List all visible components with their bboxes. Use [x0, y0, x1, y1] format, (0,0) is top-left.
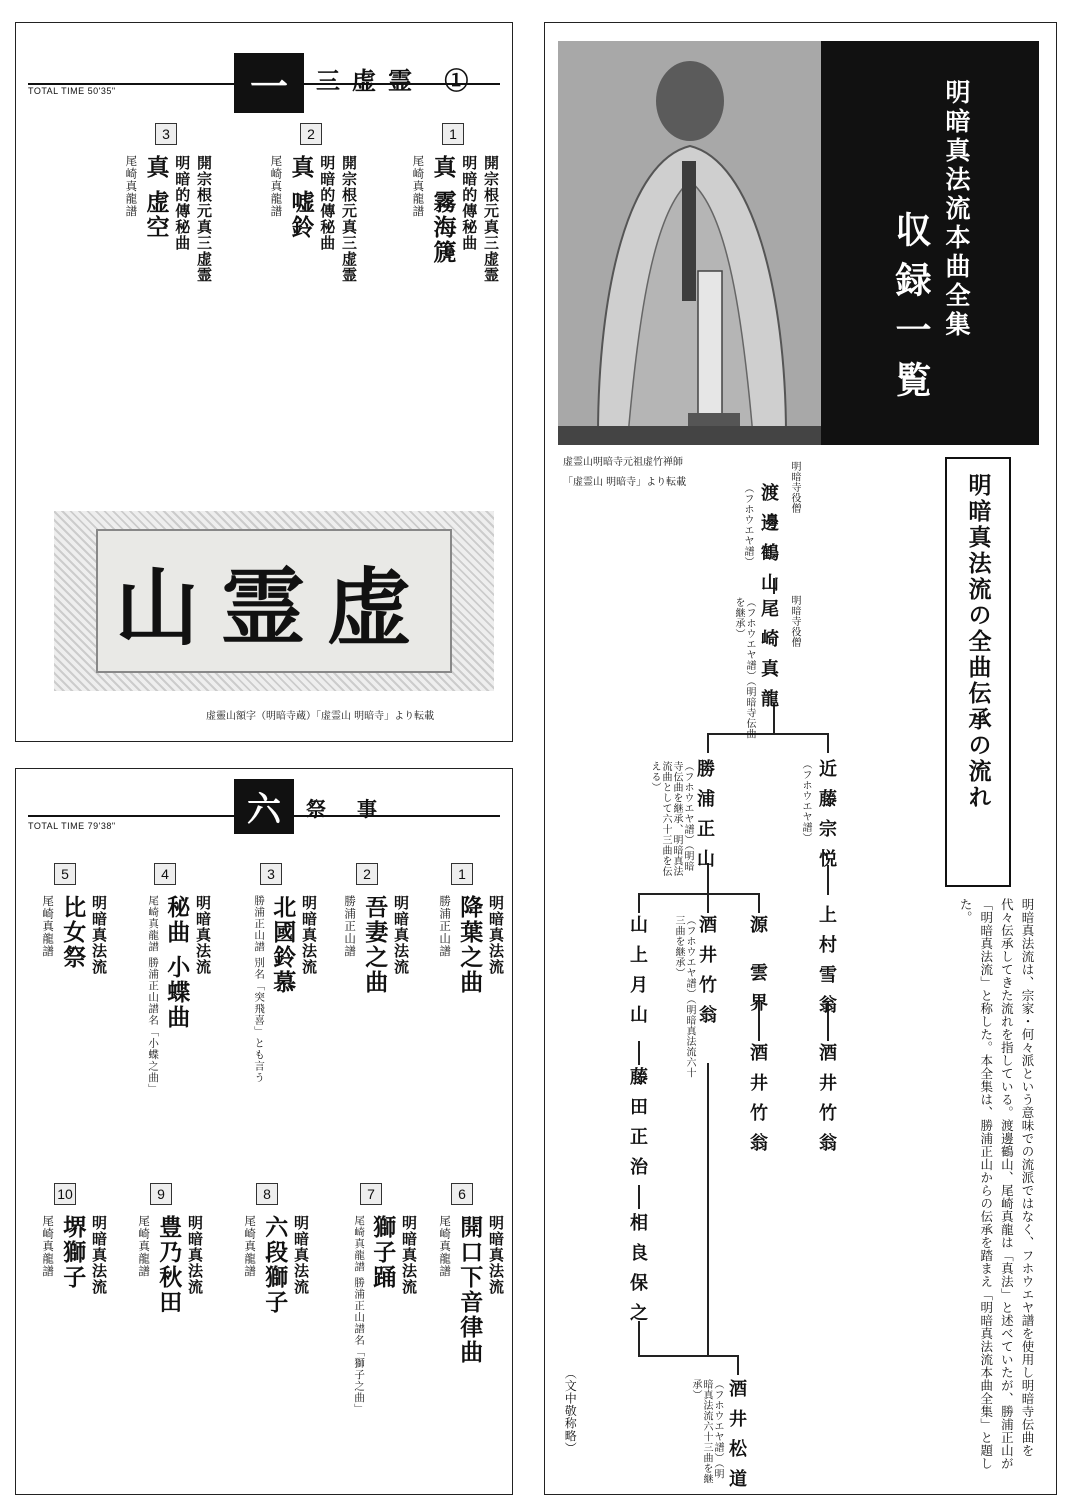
track-notation: 尾崎真龍譜 勝浦正山譜名「小蝶之曲」 [147, 895, 160, 1095]
track-item [326, 1183, 416, 1483]
lineage-line [638, 893, 640, 913]
track-title: 六段獅子 [261, 1215, 289, 1315]
track-number: 2 [356, 863, 378, 885]
track-line-1: 明暗真法流 [90, 1215, 108, 1295]
track-item [266, 123, 356, 373]
section-1-total-time: TOTAL TIME 50'35" [28, 86, 116, 96]
track-line-1: 明暗真法流 [186, 1215, 204, 1295]
track-item [120, 863, 210, 1153]
person-ozaki-note: （フホウエヤ譜）（明暗寺伝曲を継承） [733, 597, 755, 739]
photo-caption-1: 虚霊山明暗寺元祖虚竹禅師 [563, 457, 683, 468]
track-item [226, 1183, 308, 1483]
person-katsuura-note: （フホウエヤ譜）（明暗寺伝曲を継承、明暗真法流曲として六十三曲を伝える） [649, 761, 693, 877]
track-title: 真 霧海篪 [429, 155, 457, 266]
track-line-2: 明暗的傳秘曲 [173, 155, 192, 251]
section-6-number: 六 [234, 779, 294, 834]
track-notation: 勝浦正山譜 [343, 895, 358, 958]
track-number: 3 [260, 863, 282, 885]
track-title: 北國鈴慕 [269, 895, 297, 995]
track-title: 開口下音律曲 [456, 1215, 484, 1365]
lineage-line [638, 893, 758, 895]
track-line-2: 明暗的傳秘曲 [318, 155, 337, 251]
person-sakai-mid: 酒井竹翁 [747, 1043, 768, 1163]
person-watanabe: 渡邊鶴山 [758, 483, 779, 603]
track-item [24, 863, 106, 1153]
track-notation: 勝浦正山譜 別名「突飛喜」とも言う [253, 895, 266, 1084]
track-notation: 尾崎真龍譜 [124, 155, 139, 218]
track-item [226, 863, 316, 1153]
track-item [326, 863, 408, 1153]
track-notation: 尾崎真龍譜 [269, 155, 284, 218]
lineage-line [638, 1041, 640, 1065]
person-sakai-shodo: 酒井松道 [726, 1379, 747, 1499]
person-sagara: 相良保之 [627, 1213, 648, 1333]
person-uemura: 上村雪翁 [816, 905, 837, 1025]
section-6-title: 祭 事 [306, 797, 389, 821]
track-number: 2 [300, 123, 322, 145]
track-title: 堺獅子 [59, 1215, 87, 1290]
track-line-1: 明暗真法流 [487, 895, 505, 975]
track-number: 10 [54, 1183, 76, 1205]
track-line-1: 明暗真法流 [292, 1215, 310, 1295]
track-number: 8 [256, 1183, 278, 1205]
track-item [121, 123, 211, 373]
lineage-line [707, 733, 827, 735]
track-item [421, 863, 503, 1153]
track-number: 4 [154, 863, 176, 885]
section-6-total-time: TOTAL TIME 79'38" [28, 821, 116, 831]
track-title: 吾妻之曲 [361, 895, 389, 995]
track-title: 真 虚空 [142, 155, 170, 241]
footnote: （文中敬称略） [563, 1367, 578, 1455]
person-ozaki-role: 明暗寺役僧 [789, 595, 800, 648]
track-notation: 尾崎真龍譜 [411, 155, 426, 218]
track-number: 7 [360, 1183, 382, 1205]
lineage-line [638, 1355, 738, 1357]
section-1-number: 一 [234, 53, 304, 113]
lineage-line [758, 893, 760, 913]
person-watanabe-note: （フホウエヤ譜） [742, 483, 753, 567]
track-line-1: 開宗根元真三虚霊 [340, 155, 358, 283]
calligraphy-caption: 虚靈山額字（明暗寺蔵）「虚霊山 明暗寺」より転載 [206, 711, 435, 722]
statue-photo [558, 41, 821, 445]
section-6-panel [15, 768, 513, 1495]
track-line-1: 明暗真法流 [300, 895, 318, 975]
track-item [120, 1183, 202, 1483]
track-line-1: 明暗真法流 [487, 1215, 505, 1295]
person-sakai-right: 酒井竹翁 [816, 1043, 837, 1163]
track-notation: 尾崎真龍譜 [137, 1215, 152, 1278]
flow-title: 明暗真法流の全曲伝承の流れ [964, 473, 992, 811]
series-title: 明暗真法流本曲全集 [942, 79, 971, 340]
lineage-line [827, 733, 829, 753]
track-item [24, 1183, 106, 1483]
track-notation: 尾崎真龍譜 [41, 1215, 56, 1278]
flow-title-box [945, 457, 1011, 887]
statue-silhouette-image [558, 41, 821, 445]
photo-caption-2: 「虚霊山 明暗寺」より転載 [563, 477, 687, 488]
calligraphy-plaque-image [54, 511, 494, 691]
series-title-panel [821, 41, 1039, 445]
person-kondo: 近藤宗悦 [816, 759, 837, 879]
plaque-calligraphy: 虚霊山 [114, 557, 433, 657]
track-number: 5 [54, 863, 76, 885]
right-panel [544, 22, 1057, 1499]
track-title: 真 嘘鈴 [287, 155, 315, 241]
track-number: 3 [155, 123, 177, 145]
person-sakai-1-note: （フホウエヤ譜）（明暗真法流六十三曲を継承） [673, 915, 695, 1078]
track-line-1: 明暗真法流 [392, 895, 410, 975]
lineage-line [737, 1355, 739, 1375]
track-number: 9 [150, 1183, 172, 1205]
track-item [408, 123, 498, 373]
lineage-line [707, 893, 709, 913]
person-gen: 源 雲界 [747, 915, 768, 1024]
person-kondo-note: （フホウエヤ譜） [800, 759, 811, 843]
track-line-1: 明暗真法流 [400, 1215, 418, 1295]
track-item [421, 1183, 503, 1483]
track-title: 比女祭 [59, 895, 87, 970]
list-title: 収録一覧 [890, 211, 932, 411]
section-1-title: 三虚霊 ① [316, 66, 481, 95]
track-line-2: 明暗的傳秘曲 [460, 155, 479, 251]
track-number: 6 [451, 1183, 473, 1205]
track-notation: 尾崎真龍譜 [243, 1215, 258, 1278]
track-title: 降葉之曲 [456, 895, 484, 995]
lineage-line [638, 1185, 640, 1209]
section-1-panel [15, 22, 513, 742]
person-sakai-shodo-note: （フホウエヤ譜）（明暗真法流六十三曲を継承） [690, 1379, 723, 1484]
track-number: 1 [442, 123, 464, 145]
person-fujita: 藤田正治 [627, 1067, 648, 1187]
track-notation: 尾崎真龍譜 勝浦正山譜名「獅子之曲」 [353, 1215, 366, 1415]
track-line-1: 開宗根元真三虚霊 [195, 155, 213, 283]
track-title: 豊乃秋田 [155, 1215, 183, 1315]
track-notation: 尾崎真龍譜 [41, 895, 56, 958]
person-yamagami: 山上月山 [627, 915, 648, 1035]
track-line-1: 明暗真法流 [194, 895, 212, 975]
plaque-inner [96, 529, 452, 673]
track-line-1: 開宗根元真三虚霊 [482, 155, 500, 283]
lineage-line [707, 1063, 709, 1357]
description-text: 明暗真法流は、宗家・何々派という意味での流派ではなく、フホウエヤ譜を使用し明暗寺伝曲を代々伝承してきた流れを指している。渡邊鶴山、尾崎真龍は「真法」と述べていたが、勝浦正山が「明暗真法流」と称した。本全集は、勝浦正山からの伝承を踏まえ「明暗真法流本曲全集」と題した。 [958, 898, 1035, 1470]
track-number: 1 [451, 863, 473, 885]
track-notation: 勝浦正山譜 [438, 895, 453, 958]
track-title: 獅子踊 [369, 1215, 397, 1290]
person-sakai-1: 酒井竹翁 [696, 915, 717, 1035]
track-title: 秘曲 小蝶曲 [163, 895, 191, 1031]
lineage-line [707, 733, 709, 753]
track-line-1: 明暗真法流 [90, 895, 108, 975]
person-watanabe-role: 明暗寺役僧 [789, 461, 800, 514]
track-notation: 尾崎真龍譜 [438, 1215, 453, 1278]
person-ozaki: 尾崎真龍 [758, 599, 779, 719]
person-katsuura: 勝浦正山 [694, 759, 715, 879]
